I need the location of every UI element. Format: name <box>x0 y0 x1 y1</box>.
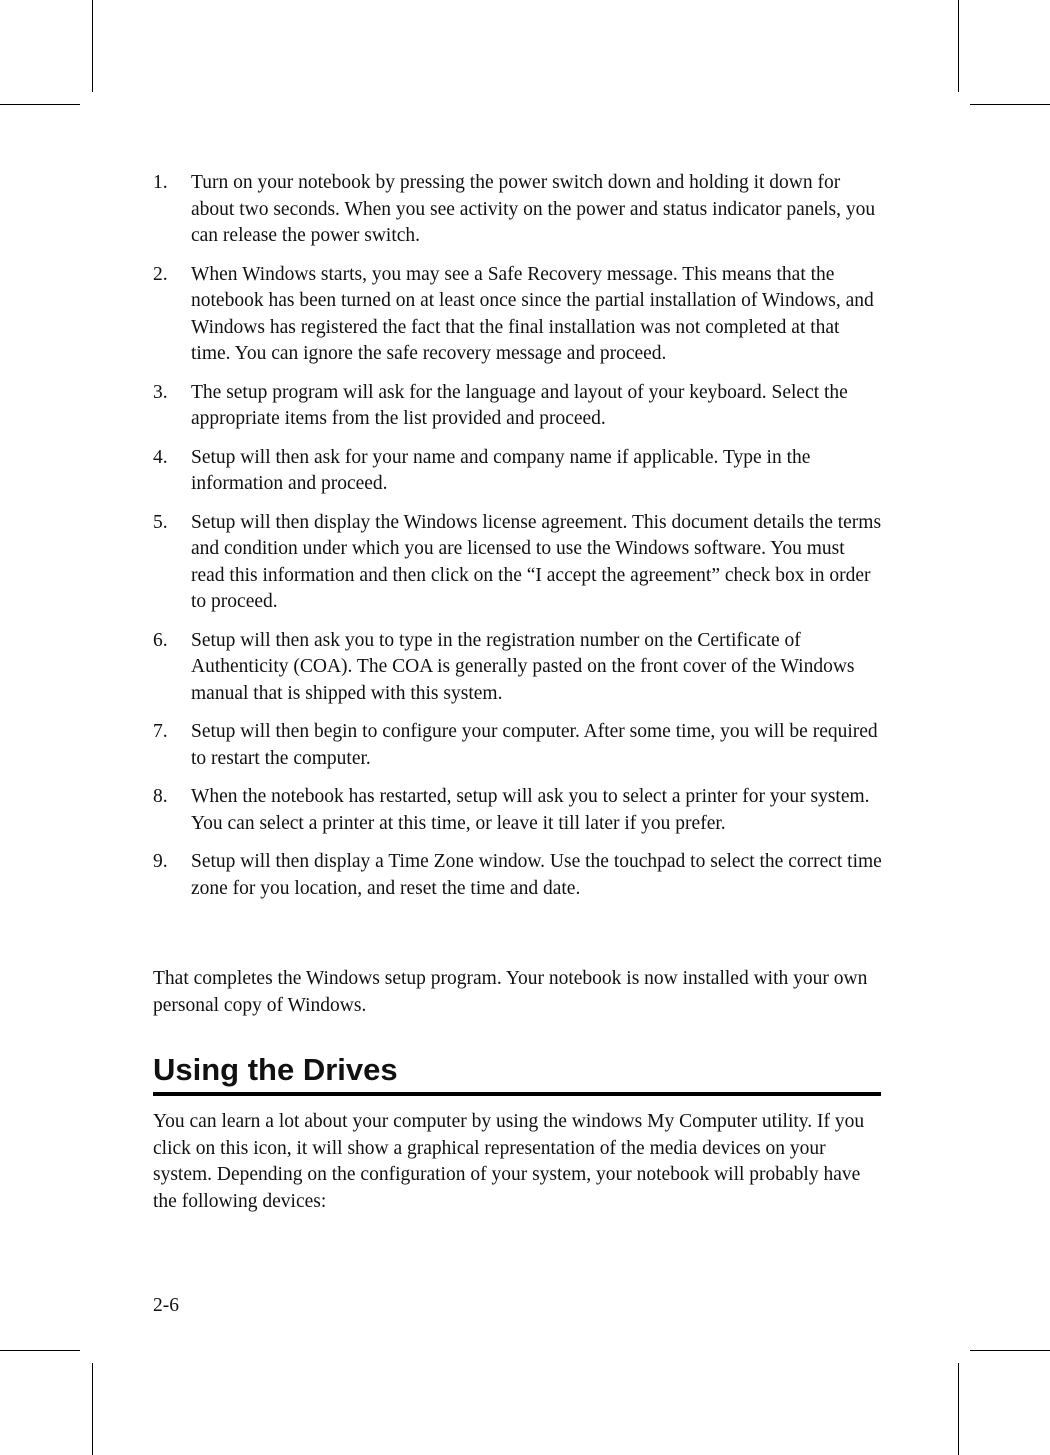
crop-mark-top-left-horizontal <box>0 104 80 105</box>
step-text: Setup will then begin to configure your computer. After some time, you will be required to restart the computer. <box>191 721 878 769</box>
step-text: Setup will then ask you to type in the registration number on the Certificate of Authenticity (COA). The COA is generally pasted on the front cover of the Windows manual that is shipped with this system. <box>191 629 855 704</box>
crop-mark-top-left-vertical <box>92 0 93 92</box>
step-text: Setup will then ask for your name and company name if applicable. Type in the information and proceed. <box>191 446 811 494</box>
step-number: 1. <box>153 172 168 193</box>
step-number: 2. <box>153 263 168 285</box>
setup-step-5 <box>153 510 883 616</box>
crop-mark-top-right-vertical <box>958 0 959 92</box>
crop-mark-bottom-left-horizontal <box>0 1350 80 1351</box>
step-number: 6. <box>153 629 168 651</box>
page-number: 2-6 <box>153 1295 179 1316</box>
setup-step-6 <box>153 628 883 708</box>
step-text: Setup will then display the Windows license agreement. This document details the terms and condition under which you are licensed to use the Windows software. You must read this information and then click on the “I accept the agreement” check box in order to proceed. <box>191 511 882 612</box>
step-text: Setup will then display a Time Zone window. Use the touchpad to select the correct time zone for you location, and reset the time and date. <box>191 851 882 899</box>
crop-mark-bottom-right-vertical <box>958 1363 959 1455</box>
setup-step-3 <box>153 380 883 433</box>
step-text: The setup program will ask for the language and layout of your keyboard. Select the appropriate items from the list provided and proceed. <box>191 381 848 429</box>
setup-step-2 <box>153 262 883 368</box>
step-number: 5. <box>153 511 168 533</box>
step-number: 3. <box>153 381 168 403</box>
step-number: 4. <box>153 446 168 468</box>
setup-step-7 <box>153 719 883 772</box>
section-body-paragraph: You can learn a lot about your computer by using the windows My Computer utility. If you click on this icon, it will show a graphical representation of the media devices on your system. Depending on the configuration of your system, your notebook will probably have the following devices: <box>153 1111 865 1212</box>
setup-step-1 <box>153 170 883 250</box>
step-number: 8. <box>153 786 168 807</box>
step-text: When the notebook has restarted, setup will ask you to select a printer for your system. You can select a printer at this time, or leave it till later if you prefer. <box>191 786 870 834</box>
setup-step-9 <box>153 849 883 902</box>
step-number: 7. <box>153 721 168 742</box>
crop-mark-bottom-left-vertical <box>92 1363 93 1455</box>
step-text: When Windows starts, you may see a Safe Recovery message. This means that the notebook has been turned on at least once since the partial installation of Windows, and Windows has registered the fact that the final installation was not completed at that time. You can ignore the safe recovery message and proceed. <box>191 263 874 364</box>
conclusion-paragraph: That completes the Windows setup program. Your notebook is now installed with your own personal copy of Windows. <box>153 968 868 1016</box>
step-number: 9. <box>153 851 168 872</box>
setup-step-8 <box>153 784 883 837</box>
setup-step-4 <box>153 445 883 498</box>
step-text: Turn on your notebook by pressing the power switch down and holding it down for about two seconds. When you see activity on the power and status indicator panels, you can release the power switch. <box>191 172 876 246</box>
section-heading: Using the Drives <box>153 1050 881 1096</box>
crop-mark-top-right-horizontal <box>970 104 1050 105</box>
setup-steps-list <box>153 170 883 914</box>
crop-mark-bottom-right-horizontal <box>970 1350 1050 1351</box>
